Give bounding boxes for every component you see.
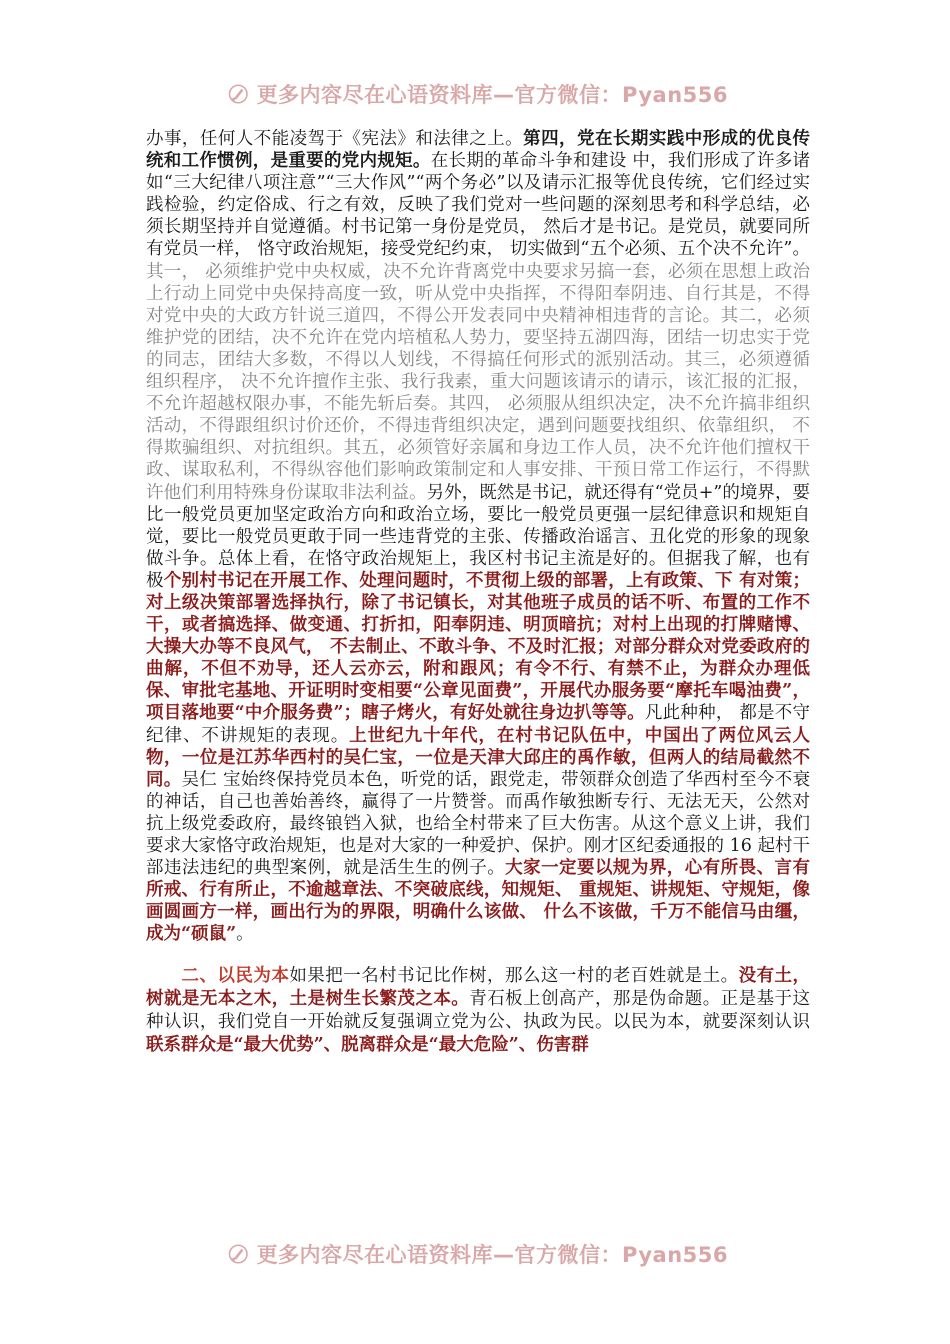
- text-run: 如果把一名村书记比作树，那么这一村的老百姓就是土。: [289, 966, 739, 987]
- header-banner: [228, 72, 728, 116]
- section-heading: 二、以民为本: [181, 966, 290, 987]
- text-run: 凡此种种， 都是不守纪律、不讲规矩的表现。: [146, 703, 811, 746]
- paragraph-rules: [146, 128, 810, 945]
- red-run: 大家一定要以规为界，心有所畏、言有所戒、行有所止，不逾越章法、不突破底线，知规矩、 重规矩、讲规矩、守规矩，像画圆画方一样，画出行为的界限，明确什么该做、 什么不该做，千万不能信马由缰，成为“硕鼠”: [146, 858, 811, 945]
- document-body: [146, 128, 810, 1057]
- pen-seal-icon: [228, 1234, 249, 1274]
- footer-banner: [228, 1232, 728, 1276]
- text-run: 另外，既然是书记，就还得有“党员+”的境界，要比一般党员更加坚定政治方向和政治立场，要比一般党员更强一层纪律意识和规矩自觉，要比一般党员更敢于同一些违背党的主张、传播政治谣言、丑化党的形象的现象做斗争。总体上看，在恪守政治规矩上，我区村书记主流是好的。但据我了解，也有极: [146, 482, 810, 591]
- banner-text: 更多内容尽在心语资料库—官方微信：Pyan556: [256, 83, 728, 107]
- banner-text: 更多内容尽在心语资料库—官方微信：Pyan556: [256, 1243, 728, 1267]
- red-run: 上世纪九十年代，在村书记队伍中，中国出了两位风云人物，一位是江苏华西村的吴仁宝，一位是天津大邱庄的禹作敏，但两人的结局截然不同。: [146, 725, 810, 790]
- red-run: 个别村书记在开展工作、处理问题时，不贯彻上级的部署，上有政策、下 有对策；对上级决策部署选择执行，除了书记镇长，对其他班子成员的话不听、布置的工作不干，或者搞选择、做变通、打折扣，阳奉阴违、明顶暗抗；对村上出现的打牌赌博、大操大办等不良风气， 不去制止、不敢斗争、不及时汇报；对部分群众对党委政府的曲解，不但不劝导，还人云亦云，附和跟风；有令不行、有禁不止，为群众办理低保、审批宅基地、开证明时变相要“公章见面费”，开展代办服务要“摩托车喝油费”， 项目落地要“中介服务费”；瞎子烤火，有好处就往身边扒等等。: [146, 570, 810, 724]
- text-run: 青石板上创高产，那是伪命题。正是基于这 种认识，我们党自一开始就反复强调立党为公、执政为民。以民为本，就要深刻认识: [146, 989, 810, 1033]
- red-run: 联系群众是“最大优势”、脱离群众是“最大危险”、伤害群: [146, 1035, 589, 1056]
- grey-run: 其一， 必须维护党中央权威，决不允许背离党中央要求另搞一套，必须在思想上政治上行动上同党中央保持高度一致，听从党中央指挥，不得阳奉阴违、自行其是，不得对党中央的大政方针说三道四，不得公开发表同中央精神相违背的言论。其二，必须维护党的团结，决不允许在党内培植私人势力，要坚持五湖四海，团结一切忠实于党的同志，团结大多数，不得以人划线，不得搞任何形式的派别活动。其三，必须遵循组织程序， 决不允许擅作主张、我行我素，重大问题该请示的请示，该汇报的汇报，不允许超越权限办事，不能先斩后奏。其四， 必须服从组织决定，决不允许搞非组织活动，不得跟组织讨价还价，不得违背组织决定，遇到问题要找组织、依靠组织， 不得欺骗组织、对抗组织。其五，必须管好亲属和身边工作人员，决不允许他们擅权干政、谋取私利，不得纵容他们影响政策制定和人事安排、干预日常工作运行，不得默许他们利用特殊身份谋取非法利益。: [146, 261, 810, 503]
- text-run: 。: [236, 924, 254, 945]
- red-run: 没有土，树就是无本之木，土是树生长繁茂之本。: [146, 966, 811, 1010]
- bold-run: 第四，党在长期实践中形成的优良传统和工作惯例，是重要的党内规矩。: [146, 129, 810, 172]
- text-run: 吴仁 宝始终保持党员本色，听党的话，跟党走，带领群众创造了华西村至今不衰的神话，自己也善始善终，赢得了一片赞誉。而禹作敏独断专行、无法无天，公然对抗上级党委政府，最终锒铛入狱，也给全村带来了巨大伤害。从这个意义上讲，我们要求大家恪守政治规矩，也是对大家的一种爱护、保护。刚才区纪委通报的 16 起村干部违法违纪的典型案例，就是活生生的例子。: [146, 769, 811, 879]
- text-run: 在长期的革命斗争和建设 中，我们形成了许多诸如“三大纪律八项注意”“三大作风”“两个务必”以及请示汇报等优良传统，它们经过实践检验，约定俗成、行之有效，反映了我们党对一些问题的深刻思考和科学总结，必须长期坚持并自觉遵循。村书记第一身份是党员， 然后才是书记。是党员，就要同所有党员一样， 恪守政治规矩，接受党纪约束， 切实做到“五个必须、五个决不允许”。: [146, 151, 811, 260]
- text-run: 办事，任何人不能凌驾于《宪法》和法律之上。: [146, 129, 524, 149]
- pen-seal-icon: [228, 74, 249, 114]
- paragraph-people-first: [146, 965, 810, 1057]
